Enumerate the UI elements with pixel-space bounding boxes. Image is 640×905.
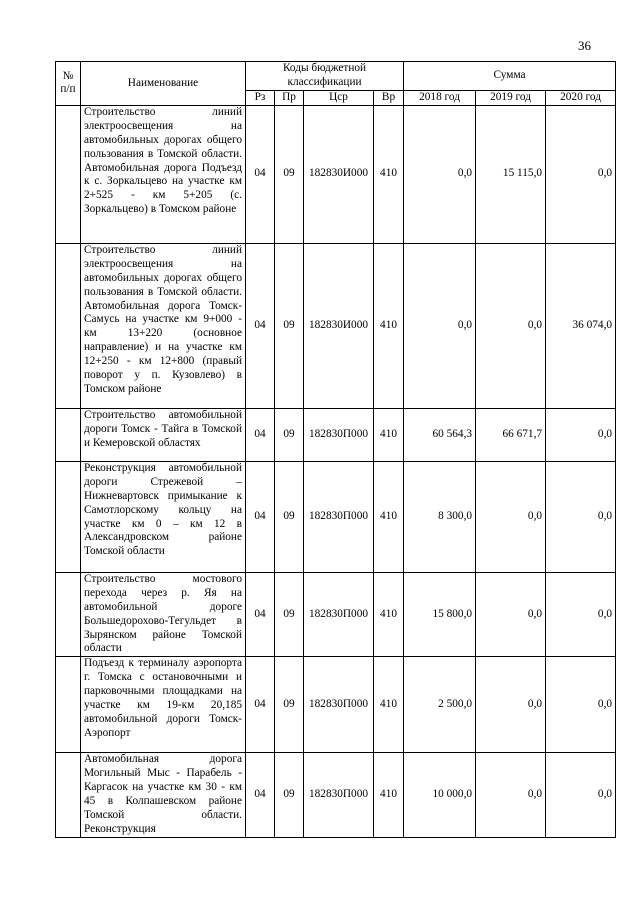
table-row: [56, 105, 616, 243]
header-num: № п/п: [56, 62, 81, 106]
table-row: [56, 461, 616, 572]
header-pr: Пр: [275, 91, 304, 106]
row-number: [56, 753, 81, 837]
row-name: Строительство автомобильной дороги Томск - Тайга в Томской и Кемеровской областях: [81, 408, 246, 461]
header-vr: Вр: [374, 91, 404, 106]
table-row: [56, 753, 616, 837]
row-name: Строительство линий электроосвещения на автомобильных дорогах общего пользования в Томской области. Автомобильная дорога Подъезд к с. Зоркальцево на участке км 2+525 - км 5+205 (с. Зоркальцево) в Томском районе: [81, 105, 246, 243]
row-csr: 182830П000: [304, 657, 374, 753]
row-sum-2018: 15 800,0: [404, 572, 476, 656]
row-vr: 410: [374, 572, 404, 656]
row-pr: 09: [275, 105, 304, 243]
row-pr: 09: [275, 753, 304, 837]
header-csr: Цср: [304, 91, 374, 106]
row-sum-2020: 0,0: [546, 572, 616, 656]
budget-table: [55, 61, 616, 838]
row-pr: 09: [275, 461, 304, 572]
row-vr: 410: [374, 657, 404, 753]
row-number: [56, 572, 81, 656]
header-codes-group: Коды бюджетной классификации: [246, 62, 404, 91]
row-sum-2019: 0,0: [476, 753, 546, 837]
row-number: [56, 408, 81, 461]
row-number: [56, 657, 81, 753]
row-sum-2020: 0,0: [546, 461, 616, 572]
row-vr: 410: [374, 461, 404, 572]
row-sum-2018: 2 500,0: [404, 657, 476, 753]
row-name: Подъезд к терминалу аэропорта г. Томска с остановочными и парковочными площадками на участке км 19-км 20,185 автомобильной дороги Томск-Аэропорт: [81, 657, 246, 753]
row-vr: 410: [374, 753, 404, 837]
table-row: [56, 243, 616, 408]
row-rz: 04: [246, 461, 275, 572]
row-sum-2020: 0,0: [546, 657, 616, 753]
row-rz: 04: [246, 105, 275, 243]
header-sum-group: Сумма: [404, 62, 616, 91]
header-rz: Рз: [246, 91, 275, 106]
row-csr: 182830И000: [304, 243, 374, 408]
row-sum-2019: 66 671,7: [476, 408, 546, 461]
row-csr: 182830П000: [304, 461, 374, 572]
row-rz: 04: [246, 657, 275, 753]
row-sum-2018: 10 000,0: [404, 753, 476, 837]
row-csr: 182830И000: [304, 105, 374, 243]
row-pr: 09: [275, 243, 304, 408]
row-sum-2020: 36 074,0: [546, 243, 616, 408]
header-2018: 2018 год: [404, 91, 476, 106]
table-row: [56, 572, 616, 656]
row-name: Автомобильная дорога Могильный Мыс - Парабель - Каргасок на участке км 30 - км 45 в Колпашевском районе Томской области. Реконструкция: [81, 753, 246, 837]
row-number: [56, 461, 81, 572]
table-row: [56, 408, 616, 461]
row-sum-2019: 15 115,0: [476, 105, 546, 243]
row-pr: 09: [275, 657, 304, 753]
row-sum-2019: 0,0: [476, 572, 546, 656]
row-rz: 04: [246, 753, 275, 837]
row-csr: 182830П000: [304, 753, 374, 837]
row-csr: 182830П000: [304, 408, 374, 461]
row-sum-2020: 0,0: [546, 753, 616, 837]
row-sum-2018: 60 564,3: [404, 408, 476, 461]
row-vr: 410: [374, 105, 404, 243]
row-sum-2020: 0,0: [546, 408, 616, 461]
row-sum-2019: 0,0: [476, 657, 546, 753]
page-number: 36: [578, 38, 591, 53]
row-sum-2018: 0,0: [404, 243, 476, 408]
table-row: [56, 657, 616, 753]
row-rz: 04: [246, 408, 275, 461]
row-pr: 09: [275, 572, 304, 656]
row-sum-2020: 0,0: [546, 105, 616, 243]
header-2020: 2020 год: [546, 91, 616, 106]
row-sum-2019: 0,0: [476, 243, 546, 408]
row-name: Реконструкция автомобильной дороги Стрежевой – Нижневартовск примыкание к Самотлорскому кольцу на участке км 0 – км 12 в Александровском районе Томской области: [81, 461, 246, 572]
row-vr: 410: [374, 243, 404, 408]
row-rz: 04: [246, 572, 275, 656]
row-rz: 04: [246, 243, 275, 408]
row-sum-2019: 0,0: [476, 461, 546, 572]
header-2019: 2019 год: [476, 91, 546, 106]
row-name: Строительство линий электроосвещения на автомобильных дорогах общего пользования в Томской области. Автомобильная дорога Томск-Самусь на участке км 9+000 - км 13+220 (основное направление) и на участке км 12+250 - км 12+800 (правый поворот у п. Кузовлево) в Томском районе: [81, 243, 246, 408]
row-sum-2018: 8 300,0: [404, 461, 476, 572]
row-pr: 09: [275, 408, 304, 461]
row-csr: 182830П000: [304, 572, 374, 656]
row-sum-2018: 0,0: [404, 105, 476, 243]
header-name: Наименование: [81, 62, 246, 106]
row-number: [56, 243, 81, 408]
row-vr: 410: [374, 408, 404, 461]
row-name: Строительство мостового перехода через р. Яя на автомобильной дороге Большедорохово-Тегульдет в Зырянском районе Томской области: [81, 572, 246, 656]
row-number: [56, 105, 81, 243]
